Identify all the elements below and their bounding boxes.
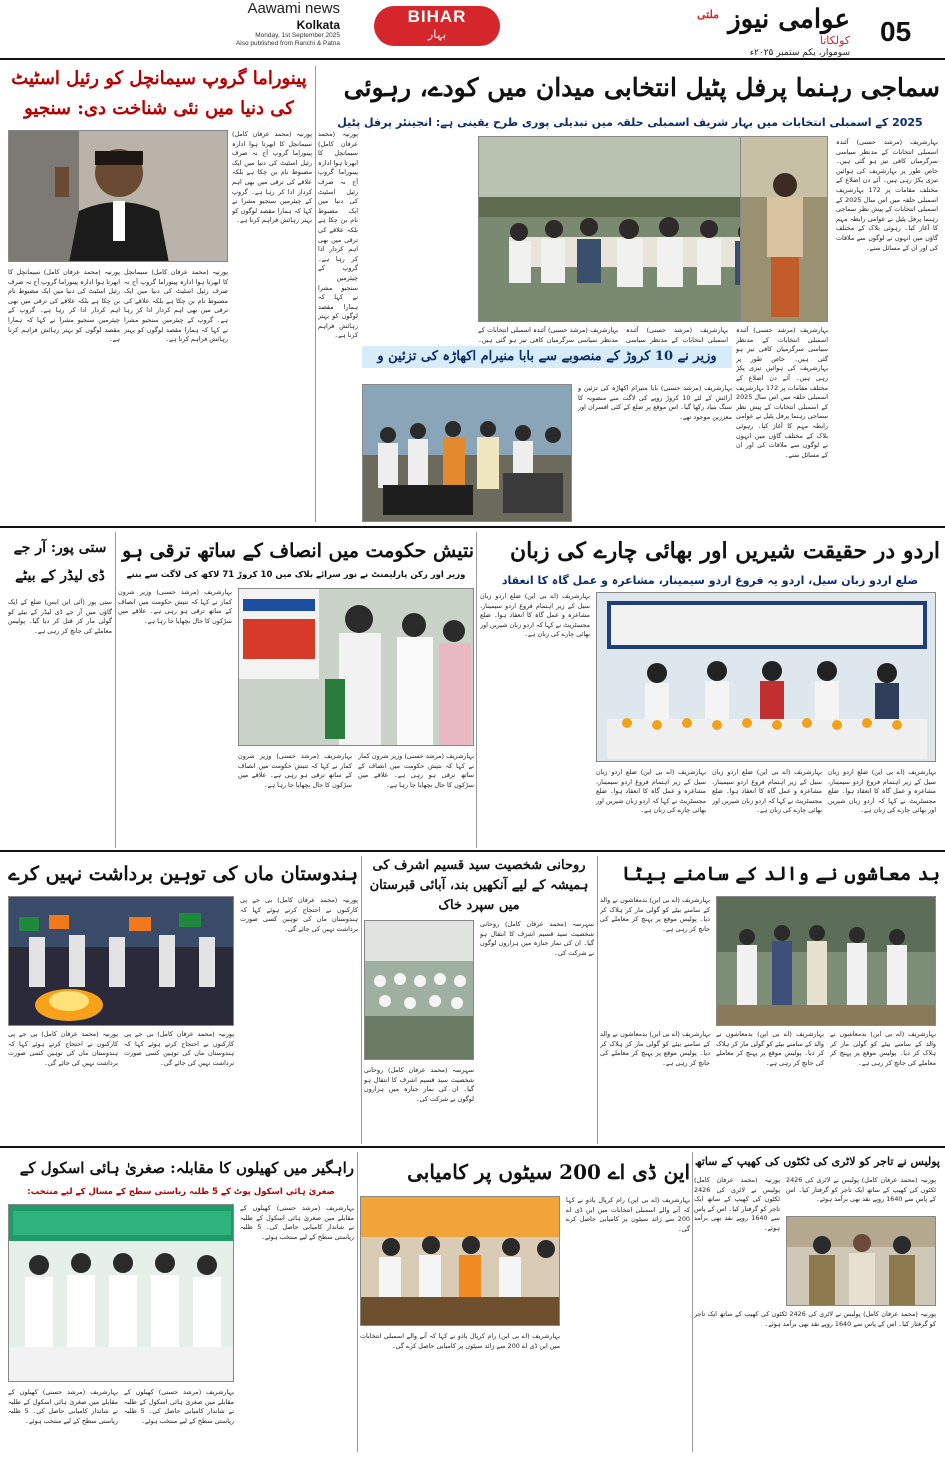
- story-5-photo: [238, 588, 474, 746]
- story-11-body-col-1: بہارشریف (اے بی این) رام کرپال یادو نے کہا کہ آنے والے اسمبلی انتخابات میں این ڈی اے 200 سے زائد سیٹوں پر کامیابی حاصل کرے گی۔: [566, 1196, 690, 1233]
- story-4-photo-art: [597, 593, 936, 762]
- story-5-photo-art: [239, 589, 474, 746]
- story-11-body-col-2: بہارشریف (اے بی این) رام کرپال یادو نے کہا کہ آنے والے اسمبلی انتخابات میں این ڈی اے 200 سے زائد سیٹوں پر کامیابی حاصل کرے گی۔: [360, 1332, 560, 1350]
- story-11-photo-art: [361, 1197, 560, 1326]
- story-2-body-col-3: پورنیہ (محمد عرفان کامل) سیمانچل کا ابھرتا ہوا ادارہ پینوراما گروپ آج نہ صرف رئیل اسٹیٹ کی دنیا میں ایک مضبوط نام بن چکا ہے بلکہ علاقے کی ترقی میں بھی اہم کردار ادا کر رہا ہے۔ گروپ کے چیئرمین سنجیو مشرا نے کہا کہ ہمارا مقصد لوگوں کو بہتر رہائش فراہم کرنا ہے۔: [124, 268, 228, 344]
- story-12-body-col-2: پورنیہ (محمد عرفان کامل) پولیس نے لاٹری کی 2426 ٹکٹوں کی کھیپ کے ساتھ ایک تاجر کو گرفتار کیا۔ اس کے پاس سے 1640 روپے نقد بھی برآمد ہوئے۔: [694, 1176, 780, 1232]
- story-4-body-col-4: بہارشریف (اے بی این) ضلع اردو زبان سیل کے زیر اہتمام فروغ اردو سیمینار، مشاعرہ و عمل گاہ کا انعقاد ہوا۔ ضلع مجسٹریٹ نے کہا کہ اردو زبان شیریں اور بھائی چارے کی زبان ہے۔: [828, 768, 936, 815]
- column-rule: [357, 1152, 358, 1452]
- story-7-body-col-1: پورنیہ (محمد عرفان کامل) بی جے پی کارکنوں نے احتجاج کرتے ہوئے کہا کہ ہندوستان ماں کی توہین کسی صورت برداشت نہیں کی جائے گی۔: [240, 896, 358, 933]
- column-rule: [476, 532, 477, 848]
- edition-date: Monday, 1st September 2025: [255, 32, 340, 39]
- masthead-rule: [0, 58, 945, 60]
- story-9-photo-art: [717, 897, 936, 1026]
- story-1-photo-2: [740, 136, 828, 322]
- story-10-subhead: صغریٰ ہائی اسکول پوٹ کے 5 طلبہ ریاستی سطح کے مسال کے لیے منتخب:: [27, 1187, 335, 1197]
- section-rule-2: [0, 850, 945, 852]
- logo-text-ur: بہار: [427, 28, 447, 41]
- title-ur-text: عوامی نیوز: [728, 4, 850, 35]
- story-9-body-col-1: بہارشریف (اے بی این) بدمعاشوں نے والد کے سامنے بیٹے کو گولی مار کر ہلاک کر دیا۔ پولیس موقع پر پہنچ کر معاملے کی جانچ کر رہی ہے۔: [600, 896, 710, 933]
- story-2-body-col-2: پورنیہ (محمد عرفان کامل) سیمانچل کا ابھرتا ہوا ادارہ پینوراما گروپ آج نہ صرف رئیل اسٹیٹ کی دنیا میں ایک مضبوط نام بن چکا ہے بلکہ علاقے کی ترقی میں بھی اہم کردار ادا کر رہا ہے۔ گروپ کے چیئرمین سنجیو مشرا نے کہا کہ ہمارا مقصد لوگوں کو بہتر رہائش فراہم کرنا ہے۔: [8, 268, 120, 344]
- story-7-body-col-2: پورنیہ (محمد عرفان کامل) بی جے پی کارکنوں نے احتجاج کرتے ہوئے کہا کہ ہندوستان ماں کی توہین کسی صورت برداشت نہیں کی جائے گی۔: [8, 1030, 118, 1067]
- story-8-body-col-1: سہرسہ (محمد عرفان کامل) روحانی شخصیت سید قسیم اشرف کا انتقال ہو گیا۔ ان کی نماز جنازہ میں ہزاروں لوگوں نے شرکت کی۔: [480, 920, 594, 957]
- story-3-photo-art: [363, 385, 572, 522]
- story-2-photo-art: [9, 131, 228, 262]
- story-4-photo: [596, 592, 936, 762]
- story-10-body-col-2: بہارشریف (مرشد حسنی) کھیلوں کے مقابلے میں صغریٰ ہائی اسکول کے طلبہ نے شاندار کامیابی حاصل کی۔ 5 طلبہ ریاستی سطح کے لیے منتخب ہوئے۔: [8, 1388, 118, 1425]
- story-5-body-col-1: بہارشریف (مرشد حسنی) وزیر شرون کمار نے کہا کہ نتیش حکومت میں انصاف کے ساتھ ترقی ہو رہی ہے۔ علاقے میں سڑکوں کا جال بچھایا جا رہا ہے۔: [118, 588, 232, 625]
- story-2-body-col-4: پورنیہ (محمد عرفان کامل) سیمانچل کا ابھرتا ہوا ادارہ پینوراما گروپ آج نہ صرف رئیل اسٹیٹ کی دنیا میں ایک مضبوط نام بن چکا ہے بلکہ علاقے کی ترقی میں بھی اہم کردار ادا کر رہا ہے۔ گروپ کے چیئرمین سنجیو مشرا نے کہا کہ ہمارا مقصد لوگوں کو بہتر رہائش فراہم کرنا ہے۔: [318, 130, 358, 340]
- story-9-body-col-3: بہارشریف (اے بی این) بدمعاشوں نے والد کے سامنے بیٹے کو گولی مار کر ہلاک کر دیا۔ پولیس موقع پر پہنچ کر معاملے کی جانچ کر رہی ہے۔: [716, 1030, 824, 1067]
- story-3-body: بہارشریف (مرشد حسنی) بابا منیرام اکھاڑہ کی تزئین و آرائش کے لئے 10 کروڑ روپے کی لاگت سے منصوبہ کا سنگ بنیاد رکھا گیا۔ اس موقع پر ضلع کے کئی افسران اور معززین موجود تھے۔: [578, 384, 732, 421]
- story-4-subhead: ضلع اردو زبان سیل، اردو یہ فروغ اردو سیمینار، مشاعرہ و عمل گاہ کا انعقاد: [501, 574, 919, 587]
- story-7-headline: ہندوستان ماں کی توہین برداشت نہیں کرے: [8, 863, 358, 885]
- story-1-body-col-1: بہارشریف (مرشد حسنی) آئندہ اسمبلی انتخابات کے مدنظر سیاسی سرگرمیاں کافی تیز ہو گئی ہیں۔ خاص طور پر بہارشریف کی ہوائیں تیزی پکڑ رہی ہیں۔ آئے دن اضلاع کے مختلف مقامات پر 172 بہارشریف اسمبلی حلقہ میں اس سال 2025 کے اسمبلی انتخابات کے پیش نظر سماجی رہنما پرفل پٹیل نے عوامی رابطہ مہم کا آغاز کیا۔ رہوئی بلاک کے مختلف گاؤں میں انہوں نے لوگوں سے ملاقات کی اور ان کے مسائل سنے۔: [836, 138, 938, 252]
- story-4-body-col-1: بہارشریف (اے بی این) ضلع اردو زبان سیل کے زیر اہتمام فروغ اردو سیمینار، مشاعرہ و عمل گاہ کا انعقاد ہوا۔ ضلع مجسٹریٹ نے کہا کہ اردو زبان شیریں اور بھائی چارے کی زبان ہے۔: [480, 592, 590, 639]
- story-6-headline: ستی پور: آر جے ڈی لیڈر کے بیٹے: [13, 540, 107, 584]
- story-5-headline: نتیش حکومت میں انصاف کے ساتھ ترقی ہو: [122, 540, 474, 562]
- story-9-headline: بد معاشوں نے والد کے سامنے بیٹا: [621, 863, 940, 885]
- story-10-body-col-1: بہارشریف (مرشد حسنی) کھیلوں کے مقابلے میں صغریٰ ہائی اسکول کے طلبہ نے شاندار کامیابی حاصل کی۔ 5 طلبہ ریاستی سطح کے لیے منتخب ہوئے۔: [240, 1204, 354, 1241]
- story-3-headline: وزیر نے 10 کروڑ کے منصوبے سے بابا منیرام اکھاڑہ کی تزئین و: [362, 346, 732, 368]
- masthead-right: [575, 0, 850, 58]
- story-4-body-col-3: بہارشریف (اے بی این) ضلع اردو زبان سیل کے زیر اہتمام فروغ اردو سیمینار، مشاعرہ و عمل گاہ کا انعقاد ہوا۔ ضلع مجسٹریٹ نے کہا کہ اردو زبان شیریں اور بھائی چارے کی زبان ہے۔: [712, 768, 822, 815]
- story-2-photo: [8, 130, 228, 262]
- bihar-section-logo: [374, 6, 500, 46]
- section-rule-1: [0, 526, 945, 528]
- story-8-photo-art: [365, 921, 474, 1060]
- newspaper-title-ur: [575, 0, 850, 35]
- story-8-body-col-2: سہرسہ (محمد عرفان کامل) روحانی شخصیت سید قسیم اشرف کا انتقال ہو گیا۔ ان کی نماز جنازہ میں ہزاروں لوگوں نے شرکت کی۔: [364, 1066, 474, 1103]
- story-5-subhead: وزیر اور رکن پارلیمنٹ نے نور سرائے بلاک میں 10 کروڑ 71 لاکھ کی لاگت سے بننے: [126, 570, 466, 580]
- story-10-headline: راہگیر میں کھیلوں کا مقابلہ: صغریٰ ہائی اسکول کے: [19, 1159, 354, 1177]
- story-1-headline: سماجی رہنما پرفل پٹیل انتخابی میدان میں کودے، رہوئی: [343, 73, 940, 102]
- edition-city: Kolkata: [296, 18, 340, 32]
- story-7-body-col-3: پورنیہ (محمد عرفان کامل) بی جے پی کارکنوں نے احتجاج کرتے ہوئے کہا کہ ہندوستان ماں کی توہین کسی صورت برداشت نہیں کی جائے گی۔: [124, 1030, 234, 1067]
- story-7-photo-art: [9, 897, 234, 1026]
- title-ur-accent: ملتی: [697, 8, 720, 21]
- story-12-photo-art: [787, 1217, 936, 1306]
- story-12-headline: پولیس نے تاجر کو لاٹری کی ٹکٹوں کی کھیپ کے ساتھ: [694, 1155, 940, 1168]
- column-rule: [597, 856, 598, 1144]
- city-ur: کولکاتا: [819, 33, 850, 47]
- story-7-photo: [8, 896, 234, 1026]
- story-4-headline: اردو در حقیقت شیریں اور بھائی چارے کی زبان: [509, 538, 940, 564]
- story-12-photo: [786, 1216, 936, 1306]
- story-12-body-col-1: پورنیہ (محمد عرفان کامل) پولیس نے لاٹری کی 2426 ٹکٹوں کی کھیپ کے ساتھ ایک تاجر کو گرفتار کیا۔ اس کے پاس سے 1640 روپے نقد بھی برآمد ہوئے۔: [786, 1176, 936, 1204]
- story-10-photo: [8, 1204, 234, 1382]
- logo-text-en: BIHAR: [407, 7, 467, 26]
- section-rule-3: [0, 1146, 945, 1148]
- story-1-body-col-4: بہارشریف (مرشد حسنی) آئندہ اسمبلی انتخابات کے مدنظر سیاسی سرگرمیاں کافی تیز ہو گئی ہیں۔: [478, 326, 618, 344]
- story-8-headline: روحانی شخصیت سید قسیم اشرف کی ہمیشہ کے لیے آنکھیں بند، آبائی قبرستان میں سپرد خاک: [369, 858, 589, 913]
- story-1-subhead: 2025 کے اسمبلی انتخابات میں بہار شریف اسمبلی حلقہ میں تبدیلی پوری طرح یقینی ہے: انجینئر پرفل پٹیل: [337, 116, 923, 129]
- also-published: Also published from Ranchi & Patna: [235, 40, 340, 47]
- story-9-photo: [716, 896, 936, 1026]
- story-10-photo-art: [9, 1205, 234, 1382]
- date-ur: سوموار، یکم ستمبر ۲۰۲۵ء: [749, 47, 850, 58]
- story-2-body-col-1: پورنیہ (محمد عرفان کامل) سیمانچل کا ابھرتا ہوا ادارہ پینوراما گروپ آج نہ صرف رئیل اسٹیٹ کی دنیا میں ایک مضبوط نام بن چکا ہے بلکہ علاقے کی ترقی میں بھی اہم کردار ادا کر رہا ہے۔ گروپ کے چیئرمین سنجیو مشرا نے کہا کہ ہمارا مقصد لوگوں کو بہتر رہائش فراہم کرنا ہے۔: [232, 130, 312, 225]
- story-1-photo-2-art: [741, 137, 828, 322]
- story-9-body-col-2: بہارشریف (اے بی این) بدمعاشوں نے والد کے سامنے بیٹے کو گولی مار کر ہلاک کر دیا۔ پولیس موقع پر پہنچ کر معاملے کی جانچ کر رہی ہے۔: [600, 1030, 710, 1067]
- story-5-body-col-3: بہارشریف (مرشد حسنی) وزیر شرون کمار نے کہا کہ نتیش حکومت میں انصاف کے ساتھ ترقی ہو رہی ہے۔ علاقے میں سڑکوں کا جال بچھایا جا رہا ہے۔: [358, 752, 474, 789]
- story-8-photo: [364, 920, 474, 1060]
- story-6-body: ستی پور (آئی این ایس) ضلع کے ایک گاؤں میں آر جے ڈی لیڈر کے بیٹے کو گولی مار کر قتل کر دیا گیا۔ پولیس معاملے کی جانچ کر رہی ہے۔: [8, 598, 112, 635]
- story-12-body-col-3: پورنیہ (محمد عرفان کامل) پولیس نے لاٹری کی 2426 ٹکٹوں کی کھیپ کے ساتھ ایک تاجر کو گرفتار کیا۔ اس کے پاس سے 1640 روپے نقد بھی برآمد ہوئے۔: [694, 1310, 936, 1328]
- page-number: 05: [880, 16, 912, 47]
- column-rule: [315, 66, 316, 522]
- story-1-body-col-2: بہارشریف (مرشد حسنی) آئندہ اسمبلی انتخابات کے مدنظر سیاسی سرگرمیاں کافی تیز ہو گئی ہیں۔ خاص طور پر بہارشریف کی ہوائیں تیزی پکڑ رہی ہیں۔ آئے دن اضلاع کے مختلف مقامات پر 172 بہارشریف اسمبلی حلقہ میں اس سال 2025 کے اسمبلی انتخابات کے پیش نظر سماجی رہنما پرفل پٹیل نے عوامی رابطہ مہم کا آغاز کیا۔ رہوئی بلاک کے مختلف گاؤں میں انہوں نے لوگوں سے ملاقات کی اور ان کے مسائل سنے۔: [736, 326, 828, 459]
- story-9-body-col-4: بہارشریف (اے بی این) بدمعاشوں نے والد کے سامنے بیٹے کو گولی مار کر ہلاک کر دیا۔ پولیس موقع پر پہنچ کر معاملے کی جانچ کر رہی ہے۔: [830, 1030, 936, 1067]
- story-11-photo: [360, 1196, 560, 1326]
- story-2-headline: پینوراما گروپ سیمانچل کو رئیل اسٹیٹ کی دنیا میں نئی شناخت دی: سنجیو: [11, 68, 307, 119]
- brand-name: Aawami news: [247, 0, 340, 17]
- masthead-left: [190, 0, 340, 58]
- column-rule: [361, 856, 362, 1144]
- story-5-body-col-2: بہارشریف (مرشد حسنی) وزیر شرون کمار نے کہا کہ نتیش حکومت میں انصاف کے ساتھ ترقی ہو رہی ہے۔ علاقے میں سڑکوں کا جال بچھایا جا رہا ہے۔: [238, 752, 352, 789]
- column-rule: [115, 532, 116, 848]
- story-4-body-col-2: بہارشریف (اے بی این) ضلع اردو زبان سیل کے زیر اہتمام فروغ اردو سیمینار، مشاعرہ و عمل گاہ کا انعقاد ہوا۔ ضلع مجسٹریٹ نے کہا کہ اردو زبان شیریں اور بھائی چارے کی زبان ہے۔: [596, 768, 706, 815]
- story-10-body-col-3: بہارشریف (مرشد حسنی) کھیلوں کے مقابلے میں صغریٰ ہائی اسکول کے طلبہ نے شاندار کامیابی حاصل کی۔ 5 طلبہ ریاستی سطح کے لیے منتخب ہوئے۔: [124, 1388, 234, 1425]
- column-rule: [692, 1152, 693, 1452]
- story-3-photo: [362, 384, 572, 522]
- story-1-body-col-3: بہارشریف (مرشد حسنی) آئندہ اسمبلی انتخابات کے مدنظر سیاسی: [626, 326, 728, 344]
- story-11-headline: این ڈی اے 200 سیٹوں پر کامیابی: [407, 1160, 690, 1184]
